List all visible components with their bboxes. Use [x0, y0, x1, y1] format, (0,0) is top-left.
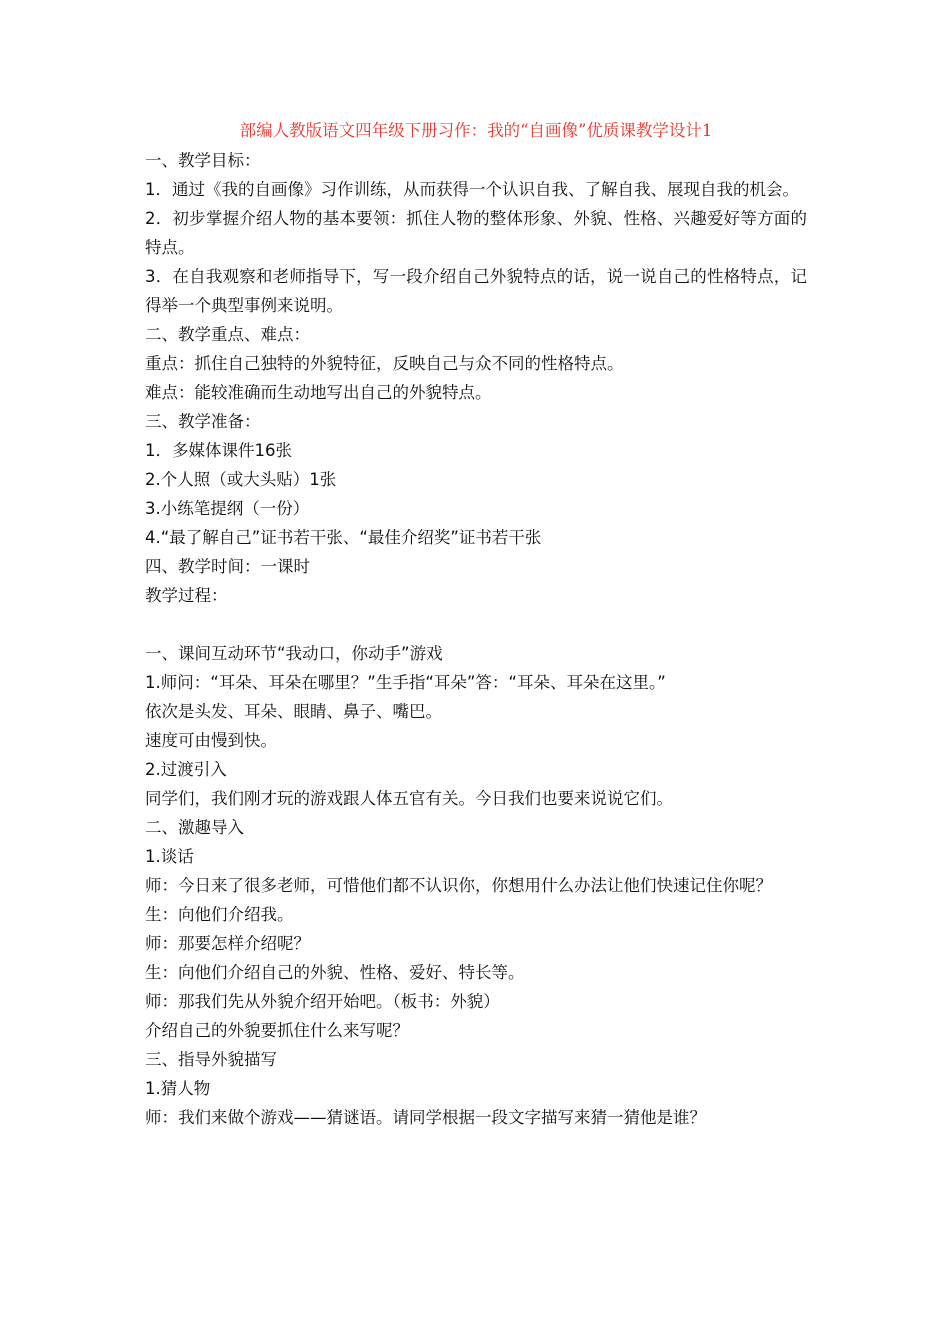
process-heading: 教学过程： — [145, 586, 228, 605]
section-heading-preparation: 三、教学准备： — [145, 412, 261, 431]
step-1-note-2: 速度可由慢到快。 — [145, 731, 277, 750]
preparation-1: 1．多媒体课件16张 — [145, 441, 292, 460]
section-heading-key-points: 二、教学重点、难点： — [145, 325, 310, 344]
step-1-transition: 同学们，我们刚才玩的游戏跟人体五官有关。今日我们也要来说说它们。 — [145, 789, 673, 808]
dialogue-line: 生：向他们介绍自己的外貌、性格、爱好、特长等。 — [145, 963, 525, 982]
step-3-item-1: 1.猜人物 — [145, 1079, 211, 1098]
step-2-item-1: 1.谈话 — [145, 847, 194, 866]
step-1-item-1: 1.师问：“耳朵、耳朵在哪里？”生手指“耳朵”答：“耳朵、耳朵在这里。” — [145, 673, 666, 692]
objective-1: 1．通过《我的自画像》习作训练，从而获得一个认识自我、了解自我、展现自我的机会。 — [145, 180, 799, 199]
document-title: 部编人教版语文四年级下册习作：我的“自画像”优质课教学设计1 — [239, 121, 713, 140]
step-1-note-1: 依次是头发、耳朵、眼睛、鼻子、嘴巴。 — [145, 702, 442, 721]
preparation-3: 3.小练笔提纲（一份） — [145, 499, 310, 518]
dialogue-line: 介绍自己的外貌要抓住什么来写呢？ — [145, 1021, 409, 1040]
objective-3: 3．在自我观察和老师指导下，写一段介绍自己外貌特点的话，说一说自己的性格特点，记得举一个典型事例来说明。 — [145, 267, 807, 315]
step-heading-3: 三、指导外貌描写 — [145, 1050, 277, 1069]
step-1-item-2: 2.过渡引入 — [145, 760, 227, 779]
dialogue-line: 师：今日来了很多老师，可惜他们都不认识你，你想用什么办法让他们快速记住你呢？ — [145, 876, 772, 895]
section-heading-time: 四、教学时间：一课时 — [145, 557, 310, 576]
dialogue-line: 生：向他们介绍我。 — [145, 905, 294, 924]
objective-2: 2．初步掌握介绍人物的基本要领：抓住人物的整体形象、外貌、性格、兴趣爱好等方面的特点。 — [145, 209, 807, 257]
dialogue-line: 师：那我们先从外貌介绍开始吧。（板书：外貌） — [145, 992, 500, 1011]
difficult-point: 难点：能较准确而生动地写出自己的外貌特点。 — [145, 383, 492, 402]
dialogue-line: 师：我们来做个游戏——猜谜语。请同学根据一段文字描写来猜一猜他是谁？ — [145, 1108, 706, 1127]
dialogue-line: 师：那要怎样介绍呢？ — [145, 934, 310, 953]
section-heading-objectives: 一、教学目标： — [145, 151, 261, 170]
preparation-2: 2.个人照（或大头贴）1张 — [145, 470, 337, 489]
key-point: 重点：抓住自己独特的外貌特征，反映自己与众不同的性格特点。 — [145, 354, 624, 373]
step-heading-1: 一、课间互动环节“我动口，你动手”游戏 — [145, 644, 443, 663]
preparation-4: 4.“最了解自己”证书若干张、“最佳介绍奖”证书若干张 — [145, 528, 542, 547]
document-body — [145, 116, 807, 1132]
blank-line — [145, 610, 807, 639]
step-heading-2: 二、激趣导入 — [145, 818, 244, 837]
